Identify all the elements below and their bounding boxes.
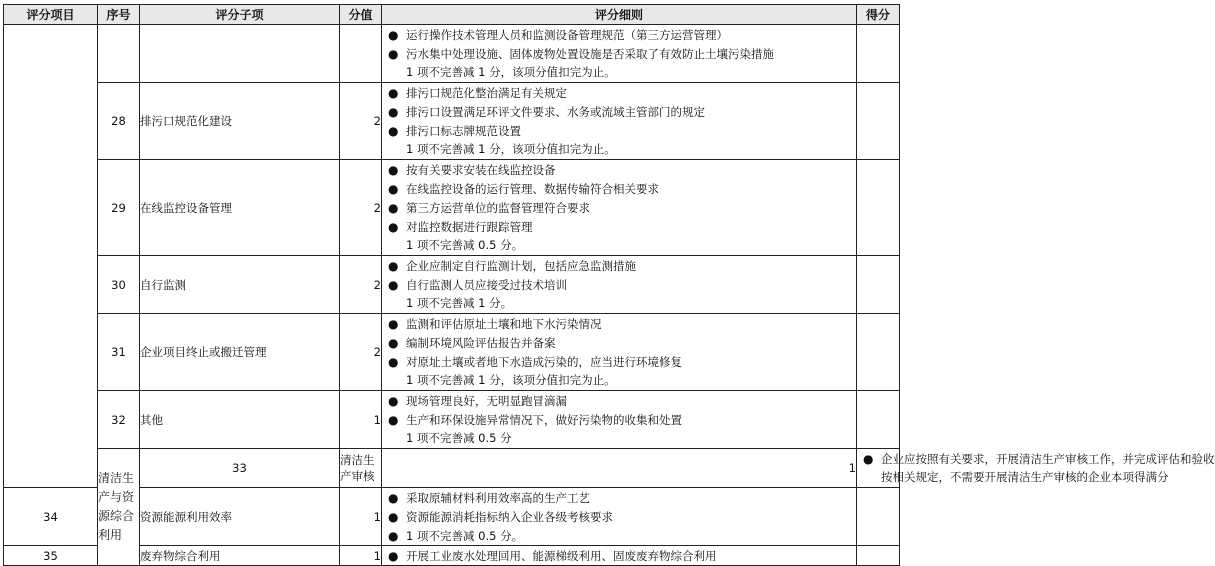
deduction-note: 1 项不完善减 1 分，该项分值扣完为止。 bbox=[406, 373, 616, 387]
points-cell: 1 bbox=[382, 449, 857, 488]
item-cell: 废弃物综合利用 bbox=[140, 546, 340, 566]
bullet-line: ● 生产和环保设施异常情况下，做好污染物的收集和处置 bbox=[388, 412, 682, 427]
points-cell: 2 bbox=[340, 256, 382, 314]
bullet-line: ● 运行操作技术管理人员和监测设备管理规范（第三方运营管理） bbox=[388, 27, 728, 42]
deduction-note: 1 项不完善减 0.5 分 bbox=[406, 431, 512, 445]
bullet-line: ● 对原址土壤或者地下水造成污染的，应当进行环境修复 bbox=[388, 354, 682, 369]
score-cell[interactable] bbox=[857, 488, 900, 546]
bullet-line: ● 排污口设置满足环评文件要求、水务或流域主管部门的规定 bbox=[388, 104, 705, 119]
bullet-icon: ● bbox=[388, 258, 399, 273]
detail-cell bbox=[382, 256, 857, 314]
bullet-line: ● 在线监控设备的运行管理、数据传输符合相关要求 bbox=[388, 181, 659, 196]
item-cell: 排污口规范化建设 bbox=[140, 83, 340, 160]
points-cell: 1 bbox=[340, 546, 382, 566]
deduction-note: 1 项不完善减 0.5 分。 bbox=[406, 238, 524, 252]
item-cell: 自行监测 bbox=[140, 256, 340, 314]
bullet-icon: ● bbox=[388, 393, 399, 408]
item-cell: 清洁生产审核 bbox=[340, 449, 382, 488]
bullet-icon: ● bbox=[388, 277, 399, 292]
bullet-icon: ● bbox=[388, 85, 399, 100]
table-row bbox=[4, 256, 900, 314]
bullet-line: ● 现场管理良好，无明显跑冒滴漏 bbox=[388, 393, 567, 408]
points-cell: 2 bbox=[340, 314, 382, 391]
bullet-line: ● 排污口规范化整治满足有关规定 bbox=[388, 85, 567, 100]
bullet-line: ● 污水集中处理设施、固体废物处置设施是否采取了有效防止土壤污染措施 bbox=[388, 46, 774, 61]
bullet-line: ● 按有关要求安装在线监控设备 bbox=[388, 162, 556, 177]
bullet-line: ● 开展工业废水处理回用、能源梯级利用、固废废弃物综合利用 bbox=[388, 548, 717, 563]
no-cell: 33 bbox=[140, 449, 340, 488]
no-cell: 31 bbox=[98, 314, 140, 391]
no-cell bbox=[98, 25, 140, 83]
bullet-icon: ● bbox=[388, 200, 399, 215]
detail-cell bbox=[382, 314, 857, 391]
score-cell[interactable] bbox=[857, 314, 900, 391]
deduction-note: 1 项不完善减 1 分，该项分值扣完为止。 bbox=[406, 65, 616, 79]
header-row bbox=[4, 5, 900, 25]
bullet-icon: ● bbox=[388, 123, 399, 138]
bullet-line: ● 资源能源消耗指标纳入企业各级考核要求 bbox=[388, 509, 613, 524]
score-cell[interactable] bbox=[857, 160, 900, 256]
bullet-icon: ● bbox=[388, 27, 399, 42]
bullet-line: ● 自行监测人员应接受过技术培训 bbox=[388, 277, 567, 292]
no-cell: 34 bbox=[4, 488, 98, 546]
table-row bbox=[4, 83, 900, 160]
deduction-note: 1 项不完善减 1 分。 bbox=[406, 296, 513, 310]
points-cell: 1 bbox=[340, 391, 382, 449]
table-row bbox=[4, 160, 900, 256]
table-row bbox=[4, 449, 900, 488]
table-row bbox=[4, 391, 900, 449]
detail-cell bbox=[382, 160, 857, 256]
score-cell[interactable] bbox=[857, 391, 900, 449]
deduction-note: 1 项不完善减 1 分，该项分值扣完为止。 bbox=[406, 142, 616, 156]
header-score: 得分 bbox=[857, 5, 900, 25]
detail-cell bbox=[382, 83, 857, 160]
category-cell-1 bbox=[4, 25, 98, 488]
no-cell: 35 bbox=[4, 546, 98, 566]
bullet-icon: ● bbox=[388, 181, 399, 196]
bullet-icon: ● bbox=[388, 46, 399, 61]
category-cell-2: 清洁生产与资源综合利用 bbox=[98, 449, 140, 566]
deduction-note: 按相关规定，不需要开展清洁生产审核的企业本项得满分 bbox=[881, 470, 1169, 484]
points-cell: 2 bbox=[340, 83, 382, 160]
bullet-icon: ● bbox=[388, 104, 399, 119]
item-cell bbox=[140, 25, 340, 83]
score-cell[interactable] bbox=[857, 546, 900, 566]
bullet-line: ● 1 项不完善减 0.5 分。 bbox=[388, 528, 524, 543]
bullet-line: ● 采取原辅材料利用效率高的生产工艺 bbox=[388, 490, 590, 505]
item-cell: 资源能源利用效率 bbox=[140, 488, 340, 546]
no-cell: 32 bbox=[98, 391, 140, 449]
detail-cell bbox=[382, 546, 857, 566]
bullet-line: ● 第三方运营单位的监督管理符合要求 bbox=[388, 200, 590, 215]
bullet-line: ● 企业应制定自行监测计划，包括应急监测措施 bbox=[388, 258, 636, 273]
bullet-icon: ● bbox=[388, 412, 399, 427]
detail-cell bbox=[857, 449, 1215, 488]
score-cell[interactable] bbox=[857, 256, 900, 314]
item-cell: 企业项目终止或搬迁管理 bbox=[140, 314, 340, 391]
points-cell: 1 bbox=[340, 488, 382, 546]
bullet-icon: ● bbox=[388, 354, 399, 369]
detail-cell bbox=[382, 25, 857, 83]
bullet-icon: ● bbox=[388, 528, 399, 543]
score-cell[interactable] bbox=[857, 25, 900, 83]
bullet-icon: ● bbox=[388, 316, 399, 331]
table-row-continued bbox=[4, 25, 900, 83]
points-cell bbox=[340, 25, 382, 83]
bullet-icon: ● bbox=[388, 509, 399, 524]
item-cell: 其他 bbox=[140, 391, 340, 449]
bullet-icon: ● bbox=[388, 335, 399, 350]
detail-cell bbox=[382, 488, 857, 546]
points-cell: 2 bbox=[340, 160, 382, 256]
bullet-icon: ● bbox=[388, 490, 399, 505]
header-points: 分值 bbox=[340, 5, 382, 25]
scoring-table bbox=[3, 4, 1215, 566]
bullet-line: ● 对监控数据进行跟踪管理 bbox=[388, 219, 533, 234]
no-cell: 28 bbox=[98, 83, 140, 160]
table-row bbox=[4, 314, 900, 391]
score-cell[interactable] bbox=[857, 83, 900, 160]
bullet-line: ● 监测和评估原址土壤和地下水污染情况 bbox=[388, 316, 602, 331]
item-cell: 在线监控设备管理 bbox=[140, 160, 340, 256]
no-cell: 30 bbox=[98, 256, 140, 314]
bullet-icon: ● bbox=[388, 162, 399, 177]
bullet-icon: ● bbox=[388, 219, 399, 234]
header-no: 序号 bbox=[98, 5, 140, 25]
bullet-line: ● 企业应按照有关要求，开展清洁生产审核工作，并完成评估和验收 bbox=[863, 451, 1215, 466]
bullet-icon: ● bbox=[863, 451, 874, 466]
detail-cell bbox=[382, 391, 857, 449]
header-item: 评分子项 bbox=[140, 5, 340, 25]
header-category: 评分项目 bbox=[4, 5, 98, 25]
header-detail: 评分细则 bbox=[382, 5, 857, 25]
bullet-icon: ● bbox=[388, 548, 399, 563]
bullet-line: ● 排污口标志牌规范设置 bbox=[388, 123, 521, 138]
no-cell: 29 bbox=[98, 160, 140, 256]
bullet-line: ● 编制环境风险评估报告并备案 bbox=[388, 335, 556, 350]
